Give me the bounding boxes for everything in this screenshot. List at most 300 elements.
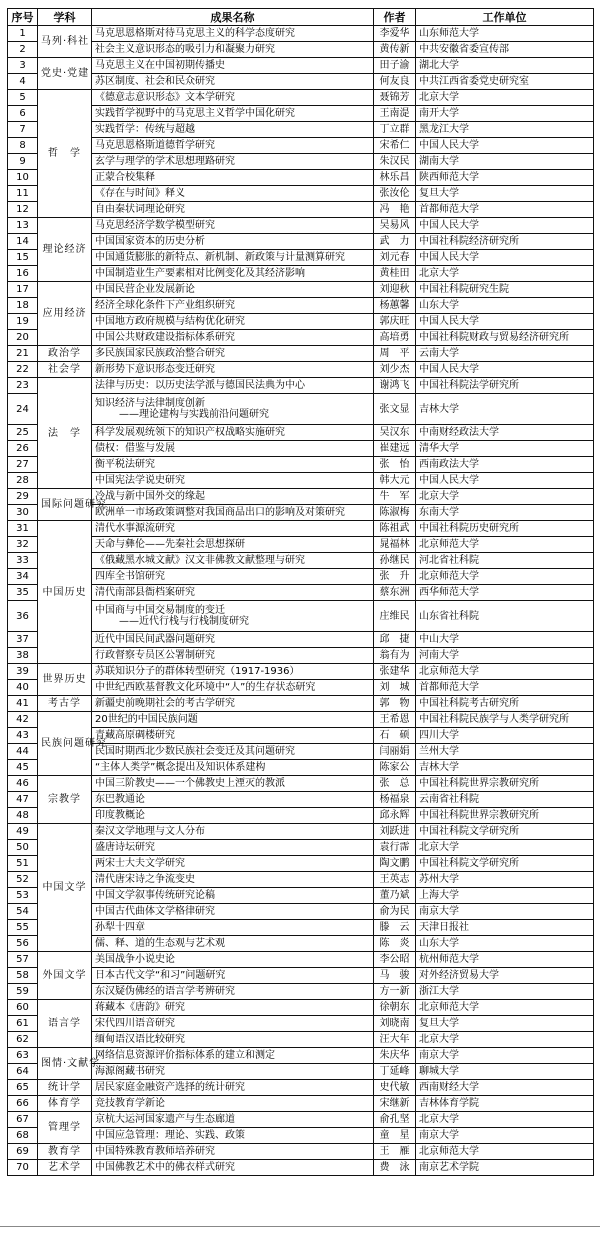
- author-cell: 丁立群: [374, 122, 416, 138]
- table-row: [8, 680, 594, 696]
- title-cell: [92, 42, 374, 58]
- title-text: 清代水事源流研究: [95, 523, 175, 534]
- row-number: 52: [8, 872, 38, 888]
- title-cell: [92, 792, 374, 808]
- title-text: 实践哲学视野中的马克思主义哲学中国化研究: [95, 108, 295, 119]
- unit-cell: 南京大学: [416, 1128, 594, 1144]
- title-cell: [92, 314, 374, 330]
- unit-cell: 中国社科院研究生院: [416, 282, 594, 298]
- title-text: 蒋藏本《唐韵》研究: [95, 1002, 185, 1013]
- title-cell: [92, 394, 374, 425]
- author-cell: 聂锦芳: [374, 90, 416, 106]
- subject-cell: 理论经济: [38, 218, 92, 282]
- author-cell: 俞为民: [374, 904, 416, 920]
- title-text: 缅甸语汉语比较研究: [95, 1034, 185, 1045]
- title-text: 玄学与理学的学术思想理路研究: [95, 156, 235, 167]
- row-number: 30: [8, 505, 38, 521]
- title-cell: [92, 1016, 374, 1032]
- title-text: 正蒙合校集释: [95, 172, 155, 183]
- author-cell: 刘跃进: [374, 824, 416, 840]
- author-cell: 翁有为: [374, 648, 416, 664]
- title-text: 网络信息资源评价指标体系的建立和测定: [95, 1050, 275, 1061]
- row-number: 13: [8, 218, 38, 234]
- unit-cell: 中共安徽省委宣传部: [416, 42, 594, 58]
- title-cell: [92, 282, 374, 298]
- table-row: [8, 186, 594, 202]
- unit-cell: 北京大学: [416, 1032, 594, 1048]
- author-cell: 汪大年: [374, 1032, 416, 1048]
- author-cell: 朱汉民: [374, 154, 416, 170]
- title-cell: [92, 1000, 374, 1016]
- title-text: 中国文学叙事传统研究论稿: [95, 890, 215, 901]
- table-row: [8, 984, 594, 1000]
- author-cell: 吴汉东: [374, 425, 416, 441]
- title-cell: [92, 138, 374, 154]
- table-row: [8, 872, 594, 888]
- row-number: 36: [8, 601, 38, 632]
- title-text: 日本古代文学“和习”问题研究: [95, 970, 226, 981]
- subject-cell: 考古学: [38, 696, 92, 712]
- header-unit: 工作单位: [416, 9, 594, 26]
- unit-cell: 吉林体育学院: [416, 1096, 594, 1112]
- unit-cell: 中国人民大学: [416, 250, 594, 266]
- author-cell: 郭 物: [374, 696, 416, 712]
- title-cell: [92, 952, 374, 968]
- title-text: 民国时期西北少数民族社会变迁及其问题研究: [95, 746, 295, 757]
- title-text: 东汉疑伪佛经的语言学考辨研究: [95, 986, 235, 997]
- table-row: [8, 90, 594, 106]
- unit-cell: 北京师范大学: [416, 1000, 594, 1016]
- title-text: 新疆史前晚期社会的考古学研究: [95, 698, 235, 709]
- author-cell: 冯 艳: [374, 202, 416, 218]
- row-number: 28: [8, 473, 38, 489]
- author-cell: 田子渝: [374, 58, 416, 74]
- table-row: [8, 840, 594, 856]
- row-number: 56: [8, 936, 38, 952]
- title-text: 苏联知识分子的群体转型研究（1917-1936）: [95, 666, 300, 677]
- title-text: 中国通货膨胀的新特点、新机制、新政策与计量测算研究: [95, 252, 345, 263]
- row-number: 44: [8, 744, 38, 760]
- row-number: 26: [8, 441, 38, 457]
- author-cell: 刘迎秋: [374, 282, 416, 298]
- row-number: 22: [8, 362, 38, 378]
- unit-cell: 西南政法大学: [416, 457, 594, 473]
- title-cell: [92, 457, 374, 473]
- title-cell: [92, 696, 374, 712]
- title-cell: [92, 74, 374, 90]
- table-row: [8, 569, 594, 585]
- title-text: 知识经济与法律制度创新: [95, 398, 205, 409]
- table-row: [8, 282, 594, 298]
- row-number: 6: [8, 106, 38, 122]
- title-text: 近代中国民间武器问题研究: [95, 634, 215, 645]
- title-text: 《俄藏黑水城文献》汉文非佛教文献整理与研究: [95, 555, 305, 566]
- subject-cell: 马列·科社: [38, 26, 92, 58]
- title-text: 行政督察专员区公署制研究: [95, 650, 215, 661]
- title-text: 《存在与时间》释义: [95, 188, 185, 199]
- author-cell: 袁行霈: [374, 840, 416, 856]
- subject-cell: 语言学: [38, 1000, 92, 1048]
- row-number: 33: [8, 553, 38, 569]
- table-row: [8, 202, 594, 218]
- title-cell: [92, 362, 374, 378]
- table-row: [8, 314, 594, 330]
- author-cell: 张 升: [374, 569, 416, 585]
- title-cell: [92, 202, 374, 218]
- title-text: 《德意志意识形态》文本学研究: [95, 92, 235, 103]
- table-row: [8, 138, 594, 154]
- unit-cell: 吉林大学: [416, 760, 594, 776]
- author-cell: 郭庆旺: [374, 314, 416, 330]
- title-text: 海源阁藏书研究: [95, 1066, 165, 1077]
- title-cell: [92, 1112, 374, 1128]
- author-cell: 俞孔坚: [374, 1112, 416, 1128]
- subject-cell: 体育学: [38, 1096, 92, 1112]
- row-number: 25: [8, 425, 38, 441]
- unit-cell: 中国人民大学: [416, 138, 594, 154]
- table-row: [8, 1048, 594, 1064]
- row-number: 49: [8, 824, 38, 840]
- title-cell: [92, 1048, 374, 1064]
- unit-cell: 山东省社科院: [416, 601, 594, 632]
- title-cell: [92, 553, 374, 569]
- author-cell: 刘少杰: [374, 362, 416, 378]
- row-number: 62: [8, 1032, 38, 1048]
- row-number: 19: [8, 314, 38, 330]
- title-cell: [92, 26, 374, 42]
- title-cell: [92, 776, 374, 792]
- title-subtitle-text: ——理论建构与实践前沿问题研究: [119, 409, 269, 420]
- title-cell: [92, 808, 374, 824]
- unit-cell: 中国社科院世界宗教研究所: [416, 808, 594, 824]
- title-text: 中国制造业生产要素相对比例变化及其经济影响: [95, 268, 305, 279]
- row-number: 24: [8, 394, 38, 425]
- row-number: 10: [8, 170, 38, 186]
- title-text: 美国战争小说史论: [95, 954, 175, 965]
- title-cell: [92, 441, 374, 457]
- title-text: 马克思恩格斯道德哲学研究: [95, 140, 215, 151]
- subject-cell: 法 学: [38, 378, 92, 489]
- author-cell: 武 力: [374, 234, 416, 250]
- unit-cell: 山东师范大学: [416, 26, 594, 42]
- author-cell: 黄传新: [374, 42, 416, 58]
- table-row: [8, 1000, 594, 1016]
- row-number: 17: [8, 282, 38, 298]
- subject-cell: 哲 学: [38, 90, 92, 218]
- author-cell: 闫丽娟: [374, 744, 416, 760]
- table-row: [8, 712, 594, 728]
- unit-cell: 中国人民大学: [416, 218, 594, 234]
- table-row: [8, 218, 594, 234]
- title-text: 法律与历史：以历史法学派与德国民法典为中心: [95, 380, 305, 391]
- title-text: 中国地方政府规模与结构优化研究: [95, 316, 245, 327]
- row-number: 67: [8, 1112, 38, 1128]
- table-row: [8, 1112, 594, 1128]
- title-cell: [92, 234, 374, 250]
- table-row: [8, 441, 594, 457]
- unit-cell: 清华大学: [416, 441, 594, 457]
- author-cell: 丁延峰: [374, 1064, 416, 1080]
- unit-cell: 湖南大学: [416, 154, 594, 170]
- title-cell: [92, 90, 374, 106]
- unit-cell: 北京师范大学: [416, 664, 594, 680]
- row-number: 54: [8, 904, 38, 920]
- subject-cell: 教育学: [38, 1144, 92, 1160]
- table-row: [8, 1080, 594, 1096]
- title-text: 新形势下意识形态变迁研究: [95, 364, 215, 375]
- row-number: 65: [8, 1080, 38, 1096]
- unit-cell: 杭州师范大学: [416, 952, 594, 968]
- title-cell: [92, 728, 374, 744]
- unit-cell: 北京师范大学: [416, 569, 594, 585]
- table-row: [8, 1096, 594, 1112]
- unit-cell: 河北省社科院: [416, 553, 594, 569]
- row-number: 38: [8, 648, 38, 664]
- subject-cell: 世界历史: [38, 664, 92, 696]
- table-row: [8, 266, 594, 282]
- table-row: [8, 250, 594, 266]
- title-cell: [92, 218, 374, 234]
- row-number: 5: [8, 90, 38, 106]
- author-cell: 费 泳: [374, 1160, 416, 1176]
- title-text: 社会主义意识形态的吸引力和凝聚力研究: [95, 44, 275, 55]
- unit-cell: 西华师范大学: [416, 585, 594, 601]
- title-cell: [92, 330, 374, 346]
- header-row: [8, 9, 594, 26]
- author-cell: 张 怡: [374, 457, 416, 473]
- subject-cell: 外国文学: [38, 952, 92, 1000]
- unit-cell: 中国社科院文学研究所: [416, 856, 594, 872]
- title-text: 秦汉文学地理与文人分布: [95, 826, 205, 837]
- table-row: [8, 42, 594, 58]
- title-text: 马克思恩格斯对待马克思主义的科学态度研究: [95, 28, 295, 39]
- title-text: 孙犁十四章: [95, 922, 145, 933]
- row-number: 14: [8, 234, 38, 250]
- table-row: [8, 1064, 594, 1080]
- row-number: 48: [8, 808, 38, 824]
- title-text: 青藏高原碉楼研究: [95, 730, 175, 741]
- subject-cell: 统计学: [38, 1080, 92, 1096]
- title-cell: [92, 1096, 374, 1112]
- table-row: [8, 378, 594, 394]
- row-number: 27: [8, 457, 38, 473]
- title-cell: [92, 601, 374, 632]
- row-number: 50: [8, 840, 38, 856]
- author-cell: 宋希仁: [374, 138, 416, 154]
- subject-cell: 社会学: [38, 362, 92, 378]
- author-cell: 晁福林: [374, 537, 416, 553]
- title-text: 多民族国家民族政治整合研究: [95, 348, 225, 359]
- bottom-rule: [0, 1226, 600, 1227]
- title-text: 京杭大运河国家遗产与生态廊道: [95, 1114, 235, 1125]
- unit-cell: 中国社科院民族学与人类学研究所: [416, 712, 594, 728]
- unit-cell: 黑龙江大学: [416, 122, 594, 138]
- table-row: [8, 601, 594, 632]
- title-text: 竞技教育学新论: [95, 1098, 165, 1109]
- header-no: 序号: [8, 9, 38, 26]
- table-row: [8, 505, 594, 521]
- table-row: [8, 425, 594, 441]
- title-text: 中国民营企业发展新论: [95, 284, 195, 295]
- title-text: 两宋士大夫文学研究: [95, 858, 185, 869]
- title-text: 欧洲单一市场政策调整对我国商品出口的影响及对策研究: [95, 507, 345, 518]
- subject-cell: 图情·文献学: [38, 1048, 92, 1080]
- table-row: [8, 952, 594, 968]
- table-row: [8, 792, 594, 808]
- subject-cell: 中国历史: [38, 521, 92, 664]
- author-cell: 崔建远: [374, 441, 416, 457]
- title-text: 20世纪的中国民族问题: [95, 714, 198, 725]
- row-number: 55: [8, 920, 38, 936]
- table-row: [8, 824, 594, 840]
- author-cell: 刘晓南: [374, 1016, 416, 1032]
- title-cell: [92, 58, 374, 74]
- title-cell: [92, 1032, 374, 1048]
- title-cell: [92, 537, 374, 553]
- row-number: 53: [8, 888, 38, 904]
- row-number: 11: [8, 186, 38, 202]
- title-text: 苏区制度、社会和民众研究: [95, 76, 215, 87]
- row-number: 63: [8, 1048, 38, 1064]
- title-cell: [92, 904, 374, 920]
- author-cell: 庄维民: [374, 601, 416, 632]
- author-cell: 牛 军: [374, 489, 416, 505]
- unit-cell: 南开大学: [416, 106, 594, 122]
- unit-cell: 山东大学: [416, 298, 594, 314]
- title-subtitle-text: ——近代行栈与行栈制度研究: [119, 616, 249, 627]
- row-number: 40: [8, 680, 38, 696]
- table-row: [8, 904, 594, 920]
- unit-cell: 云南省社科院: [416, 792, 594, 808]
- title-cell: [92, 1128, 374, 1144]
- author-cell: 张 总: [374, 776, 416, 792]
- author-cell: 杨蕙馨: [374, 298, 416, 314]
- row-number: 39: [8, 664, 38, 680]
- title-cell: [92, 186, 374, 202]
- table-row: [8, 106, 594, 122]
- title-text: 盛唐诗坛研究: [95, 842, 155, 853]
- title-cell: [92, 569, 374, 585]
- author-cell: 董乃斌: [374, 888, 416, 904]
- title-text: 马克思经济学数学模型研究: [95, 220, 215, 231]
- author-cell: 谢鸿飞: [374, 378, 416, 394]
- author-cell: 高培勇: [374, 330, 416, 346]
- unit-cell: 云南大学: [416, 346, 594, 362]
- author-cell: 陶文鹏: [374, 856, 416, 872]
- title-cell: [92, 1144, 374, 1160]
- table-row: [8, 330, 594, 346]
- row-number: 51: [8, 856, 38, 872]
- table-row: [8, 1032, 594, 1048]
- row-number: 16: [8, 266, 38, 282]
- title-text: 儒、释、道的生态观与艺术观: [95, 938, 225, 949]
- row-number: 32: [8, 537, 38, 553]
- unit-cell: 复旦大学: [416, 186, 594, 202]
- author-cell: 石 硕: [374, 728, 416, 744]
- title-cell: [92, 489, 374, 505]
- author-cell: 周 平: [374, 346, 416, 362]
- title-text: 清代南部县衙档案研究: [95, 587, 195, 598]
- unit-cell: 中国人民大学: [416, 473, 594, 489]
- unit-cell: 山东大学: [416, 936, 594, 952]
- title-cell: [92, 744, 374, 760]
- unit-cell: 天津日报社: [416, 920, 594, 936]
- author-cell: 张建华: [374, 664, 416, 680]
- unit-cell: 中国社科院经济研究所: [416, 234, 594, 250]
- title-text: “主体人类学”概念提出及知识体系建构: [95, 762, 266, 773]
- row-number: 8: [8, 138, 38, 154]
- author-cell: 李公昭: [374, 952, 416, 968]
- title-cell: [92, 1080, 374, 1096]
- achievements-table: [7, 8, 594, 1176]
- title-cell: [92, 250, 374, 266]
- author-cell: 方一新: [374, 984, 416, 1000]
- unit-cell: 湖北大学: [416, 58, 594, 74]
- title-text: 债权：借鉴与发展: [95, 443, 175, 454]
- title-text: 自由秦状词理论研究: [95, 204, 185, 215]
- unit-cell: 北京大学: [416, 1112, 594, 1128]
- unit-cell: 中国社科院财政与贸易经济研究所: [416, 330, 594, 346]
- title-text: 中世纪西欧基督教文化环境中“人”的生存状态研究: [95, 682, 316, 693]
- author-cell: 邱永辉: [374, 808, 416, 824]
- title-text: 宋代四川语音研究: [95, 1018, 175, 1029]
- unit-cell: 中国人民大学: [416, 314, 594, 330]
- table-row: [8, 394, 594, 425]
- author-cell: 陈祖武: [374, 521, 416, 537]
- row-number: 70: [8, 1160, 38, 1176]
- title-text: 中国古代曲体文学格律研究: [95, 906, 215, 917]
- row-number: 45: [8, 760, 38, 776]
- title-cell: [92, 968, 374, 984]
- title-text: 衡平税法研究: [95, 459, 155, 470]
- subject-cell: 艺术学: [38, 1160, 92, 1176]
- title-text: 马克思主义在中国初期传播史: [95, 60, 225, 71]
- title-cell: [92, 936, 374, 952]
- title-cell: [92, 266, 374, 282]
- row-number: 21: [8, 346, 38, 362]
- row-number: 18: [8, 298, 38, 314]
- title-cell: [92, 888, 374, 904]
- row-number: 23: [8, 378, 38, 394]
- title-cell: [92, 920, 374, 936]
- title-cell: [92, 648, 374, 664]
- title-cell: [92, 298, 374, 314]
- subject-cell: 民族问题研究: [38, 712, 92, 776]
- author-cell: 王 雁: [374, 1144, 416, 1160]
- author-cell: 朱庆华: [374, 1048, 416, 1064]
- row-number: 31: [8, 521, 38, 537]
- row-number: 58: [8, 968, 38, 984]
- unit-cell: 聊城大学: [416, 1064, 594, 1080]
- row-number: 60: [8, 1000, 38, 1016]
- row-number: 4: [8, 74, 38, 90]
- unit-cell: 南京大学: [416, 1048, 594, 1064]
- subject-cell: 政治学: [38, 346, 92, 362]
- unit-cell: 首都师范大学: [416, 202, 594, 218]
- unit-cell: 中国社科院法学研究所: [416, 378, 594, 394]
- unit-cell: 北京师范大学: [416, 537, 594, 553]
- row-number: 1: [8, 26, 38, 42]
- title-text: 中国三阶教史——一个佛教史上湮灭的教派: [95, 778, 285, 789]
- table-row: [8, 457, 594, 473]
- row-number: 69: [8, 1144, 38, 1160]
- table-row: [8, 920, 594, 936]
- title-text: 冷战与新中国外交的缘起: [95, 491, 205, 502]
- author-cell: 黄桂田: [374, 266, 416, 282]
- table-row: [8, 537, 594, 553]
- table-row: [8, 170, 594, 186]
- title-cell: [92, 856, 374, 872]
